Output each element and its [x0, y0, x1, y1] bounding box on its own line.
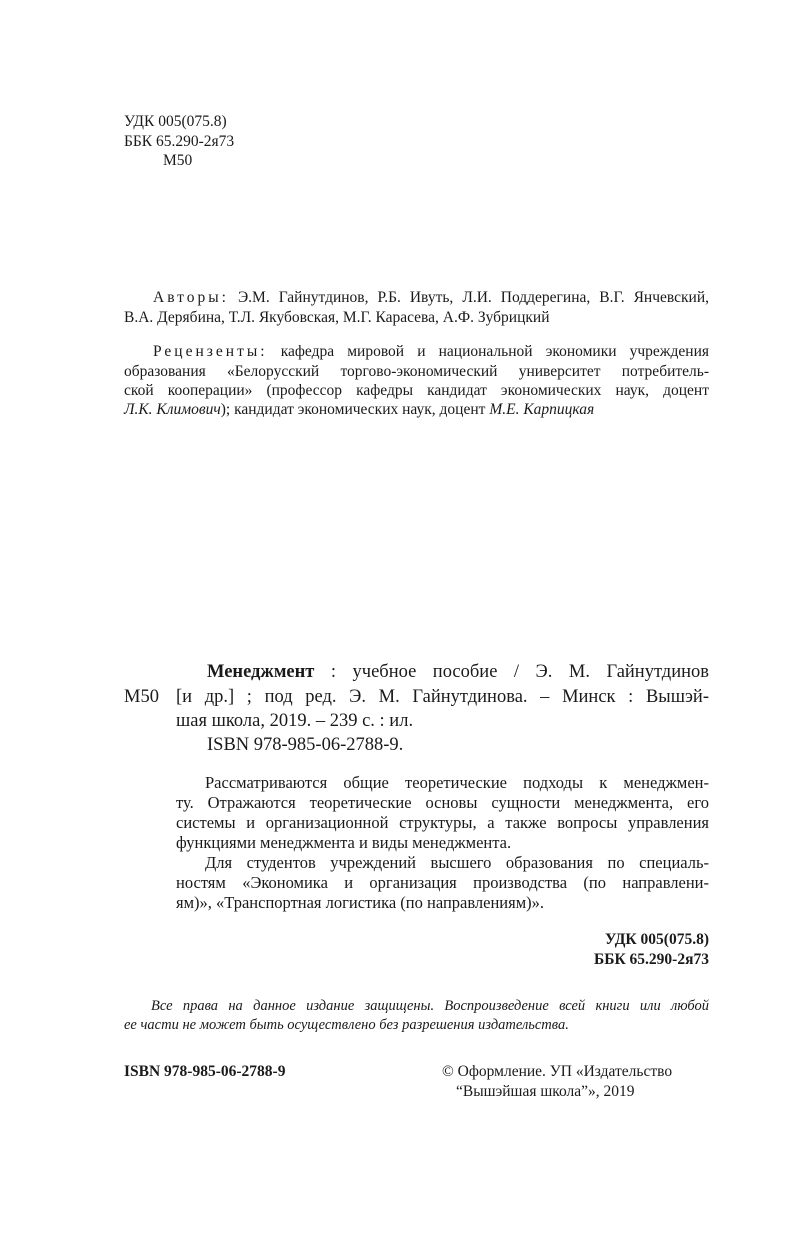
authors-line-1: Авторы: Э.М. Гайнутдинов, Р.Б. Ивуть, Л.И. Поддерегина, В.Г. Янчевский, [153, 289, 709, 306]
catalog-line-2: [и др.] ; под ред. Э. М. Гайнутдинова. – Минск : Вышэй- [176, 687, 709, 707]
catalog-line-3: шая школа, 2019. – 239 с. : ил. [176, 711, 414, 731]
copyright-line-1: © Оформление. УП «Издательство [442, 1063, 673, 1080]
annotation-p2-line3: ям)», «Транспортная логистика (по направлениям)». [176, 893, 545, 912]
annotation-p1-line2: ту. Отражаются теоретические основы сущности менеджмента, его [176, 793, 709, 812]
authors-label: Авторы: [153, 289, 229, 306]
annotation-p1-line1: Рассматриваются общие теоретические подходы к менеджмен- [205, 773, 709, 792]
rights-line-2: ее части не может быть осуществлено без разрешения издательства. [124, 1017, 569, 1033]
authors-line-2: В.А. Дерябина, Т.Л. Якубовская, М.Г. Карасева, А.Ф. Зубрицкий [124, 309, 550, 326]
annotation-p1-line3: системы и организационной структуры, а также вопросы управления [176, 813, 709, 832]
reviewers-label: Рецензенты: [153, 343, 268, 360]
catalog-mark: М50 [124, 687, 159, 707]
author-mark-top: М50 [163, 152, 193, 169]
annotation-p2-line2: ностям «Экономика и организация производства (по направлени- [176, 873, 709, 892]
catalog-line-1: Менеджмент : учебное пособие / Э. М. Гайнутдинов [207, 662, 709, 682]
catalog-isbn: ISBN 978-985-06-2788-9. [207, 735, 404, 755]
annotation-p1-line4: функциями менеджмента и виды менеджмента. [176, 833, 512, 852]
rights-line-1: Все права на данное издание защищены. Воспроизведение всей книги или любой [151, 998, 709, 1014]
copyright-line-2: “Вышэйшая школа”», 2019 [456, 1083, 635, 1100]
udk-code-top: УДК 005(075.8) [124, 113, 227, 130]
footer-isbn: ISBN 978-985-06-2788-9 [124, 1063, 286, 1080]
annotation-p2-line1: Для студентов учреждений высшего образования по специаль- [205, 853, 709, 872]
reviewers-line-3: ской кооперации» (профессор кафедры кандидат экономических наук, доцент [124, 382, 709, 399]
book-title: Менеджмент [207, 662, 315, 682]
reviewers-line-2: образования «Белорусский торгово-экономический университет потребитель- [124, 363, 709, 380]
bbk-code-top: ББК 65.290-2я73 [124, 133, 235, 150]
reviewers-line-4: Л.К. Климович); кандидат экономических наук, доцент М.Е. Карпицкая [124, 401, 595, 418]
reviewers-line-1: Рецензенты: кафедра мировой и национальной экономики учреждения [153, 343, 710, 360]
udk-code-bottom: УДК 005(075.8) [604, 931, 709, 948]
bbk-code-bottom: ББК 65.290-2я73 [593, 951, 709, 968]
